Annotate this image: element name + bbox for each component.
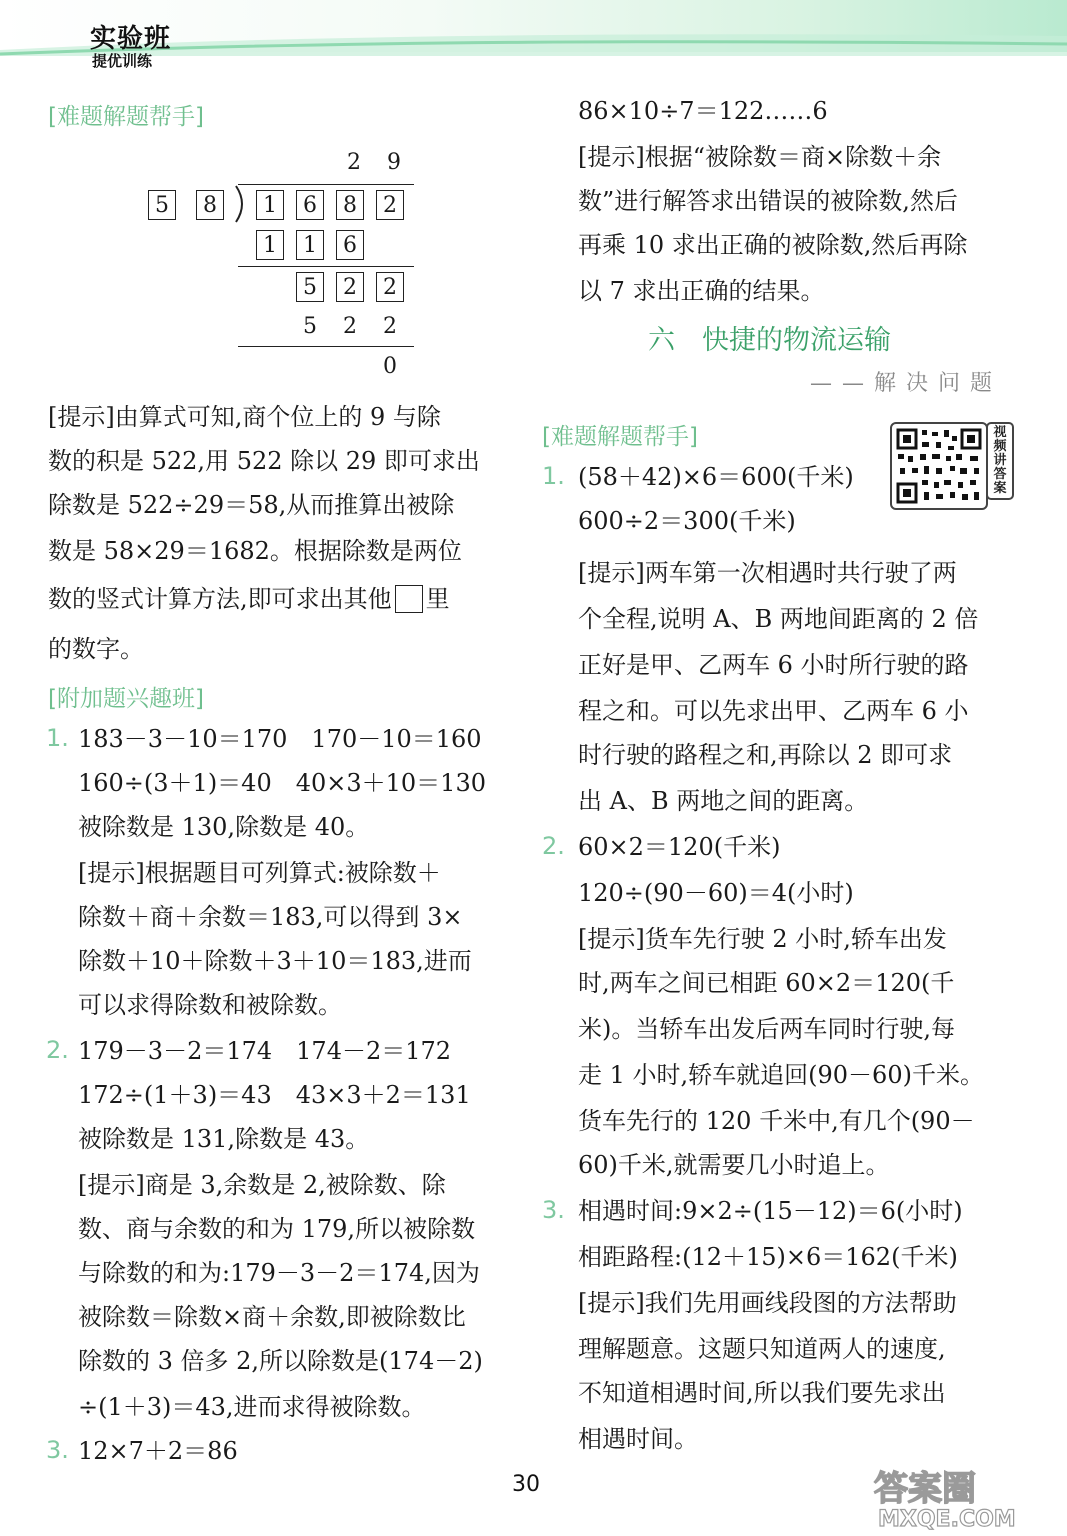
item-line: 183－3－10＝170 170－10＝160 xyxy=(78,725,482,753)
dividend-box: 6 xyxy=(296,190,324,220)
item-line: 米)。当轿车出发后两车同时行驶,每 xyxy=(578,1015,955,1043)
division-line xyxy=(238,266,414,267)
division-bracket xyxy=(232,184,250,224)
divisor-box: 5 xyxy=(148,190,176,220)
item-line: 相距路程:(12＋15)×6＝162(千米) xyxy=(578,1243,958,1271)
step-box: 2 xyxy=(376,272,404,302)
watermark-url: MXQE.COM xyxy=(878,1507,1016,1530)
item-line: 除数＋10＋除数＋3＋10＝183,进而 xyxy=(78,947,472,975)
quotient-digit: 9 xyxy=(387,150,401,175)
item-line: [提示]两车第一次相遇时共行驶了两 xyxy=(578,559,957,587)
division-line xyxy=(238,346,414,347)
item-line: [提示]我们先用画线段图的方法帮助 xyxy=(578,1289,957,1317)
remainder-digit: 0 xyxy=(383,354,397,379)
item-line: 160÷(3＋1)＝40 40×3＋10＝130 xyxy=(78,769,486,797)
item-line: 数、商与余数的和为 179,所以被除数 xyxy=(78,1215,476,1243)
hint-text: 数的竖式计算方法,即可求出其他 xyxy=(48,585,392,613)
step-box: 1 xyxy=(296,230,324,260)
item-line: 被除数＝除数×商＋余数,即被除数比 xyxy=(78,1303,466,1331)
step-box: 5 xyxy=(296,272,324,302)
hint-line: [提示]根据“被除数＝商×除数＋余 xyxy=(578,143,942,171)
hint-line xyxy=(48,584,450,614)
item-number: 2. xyxy=(542,832,565,860)
hint-line: 数的积是 522,用 522 除以 29 即可求出 xyxy=(48,447,480,475)
qr-side-label: 视频讲答案 xyxy=(986,422,1014,500)
item-line: 60)千米,就需要几小时追上。 xyxy=(578,1151,890,1179)
watermark-text: 答案圈 xyxy=(874,1469,976,1509)
step-digit: 5 xyxy=(303,314,317,339)
quotient-digit: 2 xyxy=(347,150,361,175)
brand-title: 实验班 xyxy=(90,24,172,54)
item-line: 程之和。可以先求出甲、乙两车 6 小 xyxy=(578,697,969,725)
hint-line: 再乘 10 求出正确的被除数,然后再除 xyxy=(578,231,968,259)
hint-text: 里 xyxy=(425,585,450,613)
item-line: 货车先行的 120 千米中,有几个(90－ xyxy=(578,1107,975,1135)
item-line: 时行驶的路程之和,再除以 2 即可求 xyxy=(578,741,953,769)
hint-line: 除数是 522÷29＝58,从而推算出被除 xyxy=(48,491,455,519)
chapter-subtitle: ——解决问题 xyxy=(810,371,1003,396)
brand-subtitle: 提优训练 xyxy=(92,52,153,70)
hint-line: [提示]由算式可知,商个位上的 9 与除 xyxy=(48,403,441,431)
item-line: 理解题意。这题只知道两人的速度, xyxy=(578,1335,946,1363)
item-line: ÷(1＋3)＝43,进而求得被除数。 xyxy=(78,1393,426,1421)
item-line: 86×10÷7＝122……6 xyxy=(578,97,828,125)
qr-code-icon xyxy=(890,422,988,510)
item-line: 相遇时间。 xyxy=(578,1425,698,1453)
item-line: 600÷2＝300(千米) xyxy=(578,507,796,535)
item-number: 2. xyxy=(46,1036,69,1064)
dividend-box: 8 xyxy=(336,190,364,220)
item-line: [提示]货车先行驶 2 小时,轿车出发 xyxy=(578,925,947,953)
item-line: 172÷(1＋3)＝43 43×3＋2＝131 xyxy=(78,1081,471,1109)
hint-line: 数是 58×29＝1682。根据除数是两位 xyxy=(48,537,462,565)
step-box: 6 xyxy=(336,230,364,260)
step-digit: 2 xyxy=(343,314,357,339)
item-number: 1. xyxy=(46,724,69,752)
item-line: 60×2＝120(千米) xyxy=(578,833,781,861)
hint-line: 以 7 求出正确的结果。 xyxy=(578,277,825,305)
step-box: 1 xyxy=(256,230,284,260)
item-line: 时,两车之间已相距 60×2＝120(千 xyxy=(578,969,955,997)
page-number: 30 xyxy=(512,1472,540,1497)
item-line: 出 A、B 两地之间的距离。 xyxy=(578,787,869,815)
hint-line: 数”进行解答求出错误的被除数,然后 xyxy=(578,187,958,215)
item-line: 相遇时间:9×2÷(15－12)＝6(小时) xyxy=(578,1197,963,1225)
item-line: 不知道相遇时间,所以我们要先求出 xyxy=(578,1379,946,1407)
section-label-extra: [附加题兴趣班] xyxy=(48,686,204,712)
division-top-line xyxy=(238,184,414,185)
item-line: 179－3－2＝174 174－2＝172 xyxy=(78,1037,452,1065)
dividend-box: 1 xyxy=(256,190,284,220)
watermark-logo xyxy=(870,1464,1060,1530)
item-line: 12×7＋2＝86 xyxy=(78,1437,238,1465)
dividend-box: 2 xyxy=(376,190,404,220)
section-label-difficult: [难题解题帮手] xyxy=(48,104,204,130)
item-line: 被除数是 130,除数是 40。 xyxy=(78,813,370,841)
item-line: 走 1 小时,轿车就追回(90－60)千米。 xyxy=(578,1061,984,1089)
item-line: 正好是甲、乙两车 6 小时所行驶的路 xyxy=(578,651,969,679)
item-line: 被除数是 131,除数是 43。 xyxy=(78,1125,370,1153)
hint-line: 的数字。 xyxy=(48,635,144,663)
item-line: [提示]商是 3,余数是 2,被除数、除 xyxy=(78,1171,446,1199)
item-number: 3. xyxy=(46,1436,69,1464)
item-line: 除数＋商＋余数＝183,可以得到 3× xyxy=(78,903,463,931)
item-line: 120÷(90－60)＝4(小时) xyxy=(578,879,854,907)
item-line: 除数的 3 倍多 2,所以除数是(174－2) xyxy=(78,1347,483,1375)
item-line: 与除数的和为:179－3－2＝174,因为 xyxy=(78,1259,480,1287)
item-line: 个全程,说明 A、B 两地间距离的 2 倍 xyxy=(578,605,979,633)
step-digit: 2 xyxy=(383,314,397,339)
item-line: (58＋42)×6＝600(千米) xyxy=(578,463,854,491)
divisor-box: 8 xyxy=(196,190,224,220)
step-box: 2 xyxy=(336,272,364,302)
blank-box-icon xyxy=(395,585,423,613)
item-line: 可以求得除数和被除数。 xyxy=(78,991,342,1019)
item-number: 3. xyxy=(542,1196,565,1224)
chapter-title: 六 快捷的物流运输 xyxy=(648,325,891,356)
item-line: [提示]根据题目可列算式:被除数＋ xyxy=(78,859,441,887)
item-number: 1. xyxy=(542,462,565,490)
section-label-difficult: [难题解题帮手] xyxy=(542,424,698,450)
